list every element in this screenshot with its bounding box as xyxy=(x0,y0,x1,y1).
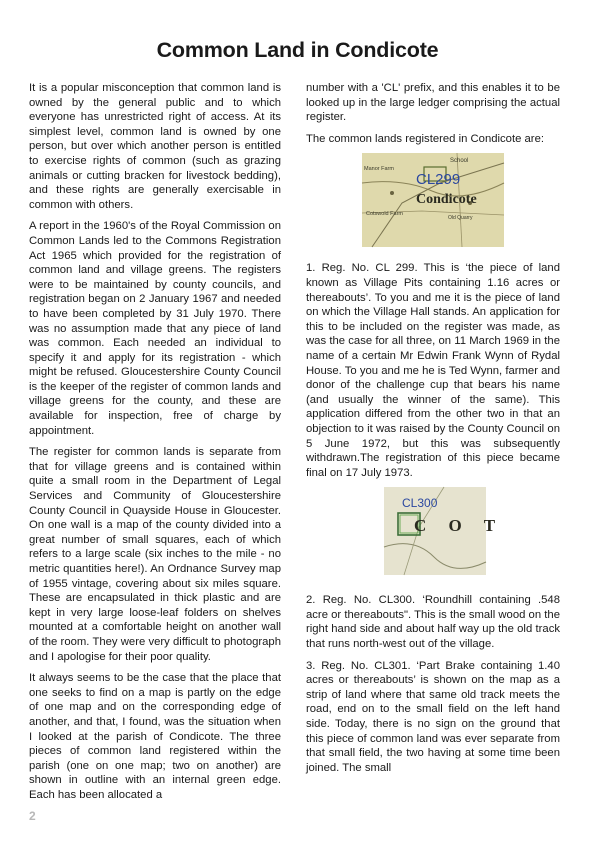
map2-cl-label: CL300 xyxy=(402,496,438,511)
page-title: Common Land in Condicote xyxy=(156,38,439,62)
paragraph-register: The register for common lands is separate from that for village greens and is contained within quite a small room in the Department of Legal Services and Community of Gloucestershire County Council in Quayside House in Gloucester. On one wall is a map of the county divided into a great number of small squares, each of which refers to a large scale (six inches to the mile - no metric quantities here!). An Ordnance Survey map of 1955 vintage, covering about six miles square. These are encapsulated in thick plastic and are kept in very large loose-leaf folders on shelves mounted at a comfortable height on another wall of the room. They were very difficult to photograph and I apologise for their poor quality. xyxy=(29,446,281,663)
paragraph-cl300: 2. Reg. No. CL300. ‘Roundhill containing .548 acre or thereabouts". This is the small wood on the right hand side and about half way up the old track that runs north-west out of the village. xyxy=(306,594,560,651)
map2-letters-label: C O T xyxy=(414,516,505,536)
page-number: 2 xyxy=(29,809,36,823)
paragraph-list-intro: The common lands registered in Condicote are: xyxy=(306,132,544,145)
paragraph-cl301: 3. Reg. No. CL301. ‘Part Brake containing 1.40 acres or thereabouts’ is shown on the map as a strip of land where that same old track meets the road, end on to the small field on the left hand side. Today, there is no sign on the ground that this piece of common land was ever separate from that small field, the two having at some time been joined. The small xyxy=(306,659,560,774)
map1-cl-label: CL299 xyxy=(416,171,461,189)
paragraph-intro: It is a popular misconception that common land is owned by the general public and to which everyone has unrestricted right of access. At its simplest level, common land is owned by one person, but over which another person is entitled to exercise rights of common (such as grazing animals or cutting bracken for livestock bedding), and these rights are generally exercisable in common with others. xyxy=(29,82,281,211)
map1-village-label: Condicote xyxy=(416,192,477,208)
map-photo-cl299 xyxy=(362,153,504,247)
paragraph-cl299: 1. Reg. No. CL 299. This is ‘the piece of land known as Village Pits containing 1.16 acres or thereabouts’. To you and me it is the piece of land on which the Village Hall stands. An application for this to be included on the register was made, as was the case for all three, on 11 March 1969 in the name of a certain Mr Edwin Frank Wynn of Rydal House. To you and me he is Ted Wynn, farmer and donor of the challenge cup that bears his name (and usually the winner of the same). This application differed from the other two in that an objection to it was raised by the County Council on 5 June 1972, but this was subsequently withdrawn.The registration of this piece became final on 17 July 1973. xyxy=(306,262,560,479)
paragraph-cl-prefix: number with a 'CL' prefix, and this enables it to be looked up in the large ledger comprising the actual register. xyxy=(306,82,560,124)
map1-school-label: School xyxy=(450,158,469,165)
left-column xyxy=(29,81,281,810)
paragraph-royal-commission: A report in the 1960's of the Royal Commission on Common Lands led to the Commons Registration Act 1965 which provided for the registration of common land and village greens. The registers were to be maintained by county councils, and registration began on 2 January 1967 and needed to have been completed by 31 July 1970. There was no assumption made that any piece of land was common. Each needed an individual to specify it and apply for its registration - which might be refused. Gloucestershire County Council is the keeper of the register of common lands and village greens for the county, and these are available for inspection, free of charge by appointment. xyxy=(29,220,281,437)
map1-cotswold-label: Cotswold Farm xyxy=(366,211,403,218)
map1-quarry-label: Old Quarry xyxy=(448,215,473,222)
map1-manor-label: Manor Farm xyxy=(364,166,394,173)
paragraph-map-edge: It always seems to be the case that the place that one seeks to find on a map is partly on the edge of one map and on the corresponding edge of another, and that, I found, was the situation when I looked at the parish of Condicote. The three pieces of common land registered within the parish (one on one map; two on another) are shown in outline with an internal green edge. Each has been allocated a xyxy=(29,672,281,801)
right-column xyxy=(306,81,560,782)
map-photo-cl300 xyxy=(384,487,505,575)
